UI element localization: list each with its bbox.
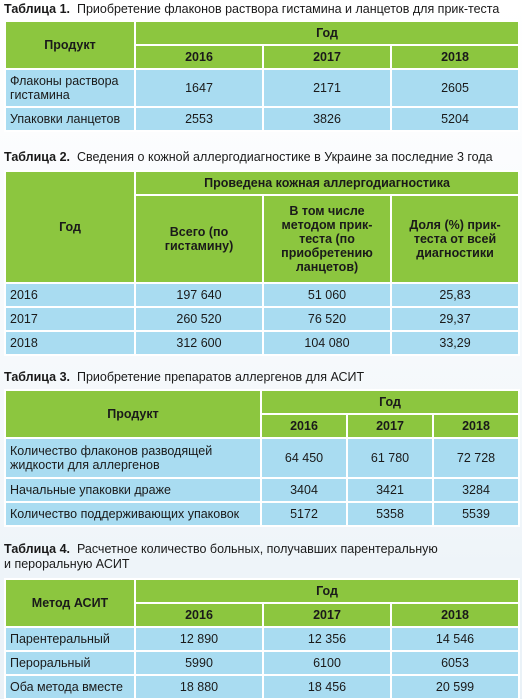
table-row — [5, 307, 519, 331]
year-header: 2017 — [347, 414, 433, 438]
table-3-caption — [4, 370, 364, 385]
cell-value: 3826 — [263, 107, 391, 131]
cell-value: 25,83 — [391, 283, 519, 307]
column-header-method: Метод АСИТ — [5, 579, 135, 627]
table-row — [5, 283, 519, 307]
table-2-title: Сведения о кожной аллергодиагностике в Украине за последние 3 года — [76, 150, 493, 164]
year-header: 2016 — [135, 45, 263, 69]
row-label: 2018 — [5, 331, 135, 355]
cell-value: 2553 — [135, 107, 263, 131]
year-header: 2018 — [433, 414, 519, 438]
table-1-number: Таблица 1. — [4, 2, 70, 16]
column-header-product: Продукт — [5, 390, 261, 438]
cell-value: 5204 — [391, 107, 519, 131]
column-header-product: Продукт — [5, 21, 135, 69]
cell-value: 5990 — [135, 651, 263, 675]
table-3-title: Приобретение препаратов аллергенов для АСИТ — [76, 370, 365, 384]
cell-value: 29,37 — [391, 307, 519, 331]
table-2-caption — [4, 150, 493, 165]
cell-value: 64 450 — [261, 438, 347, 478]
cell-value: 1647 — [135, 69, 263, 107]
cell-value: 14 546 — [391, 627, 519, 651]
row-label: Упаковки ланцетов — [5, 107, 135, 131]
cell-value: 18 880 — [135, 675, 263, 699]
column-header-year: Год — [135, 579, 519, 603]
table-2 — [4, 170, 520, 356]
cell-value: 260 520 — [135, 307, 263, 331]
table-row — [5, 331, 519, 355]
cell-value: 72 728 — [433, 438, 519, 478]
table-1-caption — [4, 2, 499, 17]
cell-value: 5539 — [433, 502, 519, 526]
row-label: Количество поддерживающих упаковок — [5, 502, 261, 526]
cell-value: 61 780 — [347, 438, 433, 478]
table-4-number: Таблица 4. — [4, 542, 70, 556]
year-header: 2016 — [261, 414, 347, 438]
cell-value: 104 080 — [263, 331, 391, 355]
cell-value: 51 060 — [263, 283, 391, 307]
cell-value: 3284 — [433, 478, 519, 502]
cell-value: 18 456 — [263, 675, 391, 699]
row-label: 2017 — [5, 307, 135, 331]
cell-value: 197 640 — [135, 283, 263, 307]
row-label: Количество флаконов разводящей жидкости для аллергенов — [5, 438, 261, 478]
row-label: Флаконы раствора гистамина — [5, 69, 135, 107]
subheader-share: Доля (%) прик-теста от всей диагностики — [391, 195, 519, 283]
table-3-number: Таблица 3. — [4, 370, 70, 384]
table-row — [5, 502, 519, 526]
row-label: Оба метода вместе — [5, 675, 135, 699]
column-header-year: Год — [5, 171, 135, 283]
column-header-group: Проведена кожная аллергодиагностика — [135, 171, 519, 195]
table-3 — [4, 389, 520, 527]
column-header-year: Год — [261, 390, 519, 414]
table-4-title-line-2: и пероральную АСИТ — [4, 557, 130, 571]
cell-value: 2605 — [391, 69, 519, 107]
cell-value: 20 599 — [391, 675, 519, 699]
year-header: 2017 — [263, 603, 391, 627]
year-header: 2018 — [391, 45, 519, 69]
row-label: Пероральный — [5, 651, 135, 675]
table-row — [5, 107, 519, 131]
cell-value: 76 520 — [263, 307, 391, 331]
table-row — [5, 69, 519, 107]
table-4-title-line-1: Расчетное количество больных, получавших парентеральную — [76, 542, 438, 556]
column-header-year: Год — [135, 21, 519, 45]
table-1-title: Приобретение флаконов раствора гистамина и ланцетов для прик-теста — [76, 2, 500, 16]
year-header: 2018 — [391, 603, 519, 627]
year-header: 2016 — [135, 603, 263, 627]
cell-value: 12 356 — [263, 627, 391, 651]
cell-value: 3404 — [261, 478, 347, 502]
cell-value: 12 890 — [135, 627, 263, 651]
subheader-prick: В том числе методом прик-теста (по приобретению ланцетов) — [263, 195, 391, 283]
table-4 — [4, 578, 520, 700]
table-row — [5, 438, 519, 478]
table-2-number: Таблица 2. — [4, 150, 70, 164]
table-row — [5, 478, 519, 502]
cell-value: 6100 — [263, 651, 391, 675]
cell-value: 312 600 — [135, 331, 263, 355]
table-4-caption — [4, 542, 438, 572]
row-label: 2016 — [5, 283, 135, 307]
table-row — [5, 627, 519, 651]
cell-value: 6053 — [391, 651, 519, 675]
table-row — [5, 651, 519, 675]
table-1 — [4, 20, 520, 132]
cell-value: 5358 — [347, 502, 433, 526]
cell-value: 5172 — [261, 502, 347, 526]
table-row — [5, 675, 519, 699]
cell-value: 3421 — [347, 478, 433, 502]
subheader-total: Всего (по гистамину) — [135, 195, 263, 283]
cell-value: 2171 — [263, 69, 391, 107]
row-label: Парентеральный — [5, 627, 135, 651]
row-label: Начальные упаковки драже — [5, 478, 261, 502]
year-header: 2017 — [263, 45, 391, 69]
cell-value: 33,29 — [391, 331, 519, 355]
